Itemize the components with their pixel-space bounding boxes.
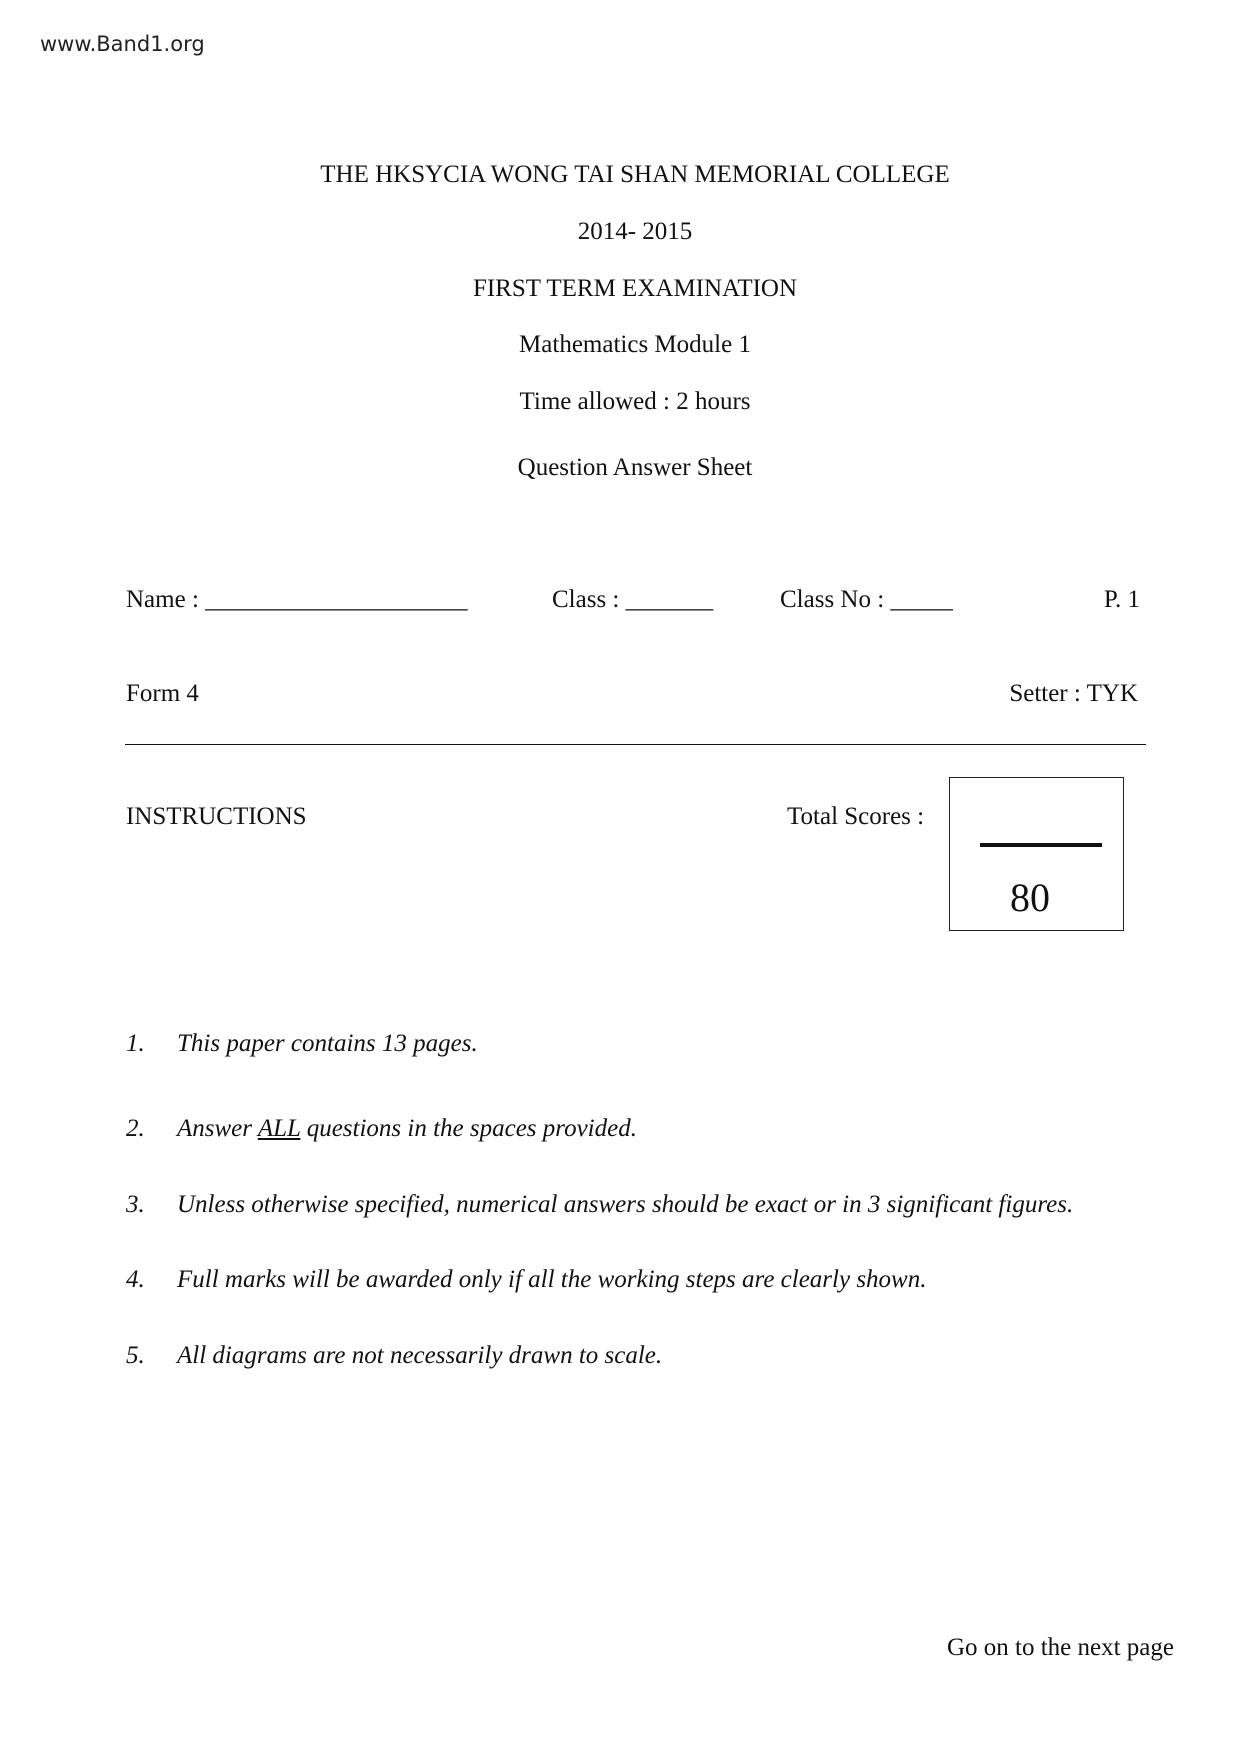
footer-next-page: Go on to the next page xyxy=(946,1634,1174,1661)
class-field[interactable]: Class : _______ xyxy=(552,586,714,613)
score-line xyxy=(980,843,1102,847)
form-label: Form 4 xyxy=(126,680,199,707)
item-number: 4. xyxy=(126,1266,145,1293)
item-number: 2. xyxy=(126,1115,145,1142)
subject: Mathematics Module 1 xyxy=(519,331,751,358)
instruction-item: Unless otherwise specified, numerical answers should be exact or in 3 significant figures. xyxy=(177,1191,1074,1218)
instruction-item: This paper contains 13 pages. xyxy=(177,1030,478,1057)
school-name: THE HKSYCIA WONG TAI SHAN MEMORIAL COLLEGE xyxy=(320,161,950,188)
class-no-field[interactable]: Class No : _____ xyxy=(780,586,953,613)
item-number: 5. xyxy=(126,1342,145,1369)
item-number: 3. xyxy=(126,1191,145,1218)
instructions-heading: INSTRUCTIONS xyxy=(126,803,307,830)
item-number: 1. xyxy=(126,1030,145,1057)
exam-title: FIRST TERM EXAMINATION xyxy=(472,275,798,302)
item-text: Answer xyxy=(177,1115,258,1142)
time-allowed: Time allowed : 2 hours xyxy=(519,388,751,415)
total-max: 80 xyxy=(1010,875,1050,920)
setter-label: Setter : TYK xyxy=(1009,680,1138,707)
page-number: P. 1 xyxy=(1103,586,1140,613)
emphasis: ALL xyxy=(257,1115,301,1142)
school-year: 2014- 2015 xyxy=(577,218,693,245)
name-field[interactable]: Name : _____________________ xyxy=(126,586,468,613)
instruction-item: All diagrams are not necessarily drawn to scale. xyxy=(177,1342,663,1369)
score-box[interactable] xyxy=(949,777,1124,931)
sheet-title: Question Answer Sheet xyxy=(517,454,753,481)
instruction-item xyxy=(177,1115,637,1143)
watermark: www.Band1.org xyxy=(40,32,205,56)
instruction-item: Full marks will be awarded only if all the working steps are clearly shown. xyxy=(177,1266,927,1293)
divider xyxy=(125,744,1146,745)
total-scores-label: Total Scores : xyxy=(787,803,925,830)
item-text: questions in the spaces provided. xyxy=(300,1115,637,1142)
